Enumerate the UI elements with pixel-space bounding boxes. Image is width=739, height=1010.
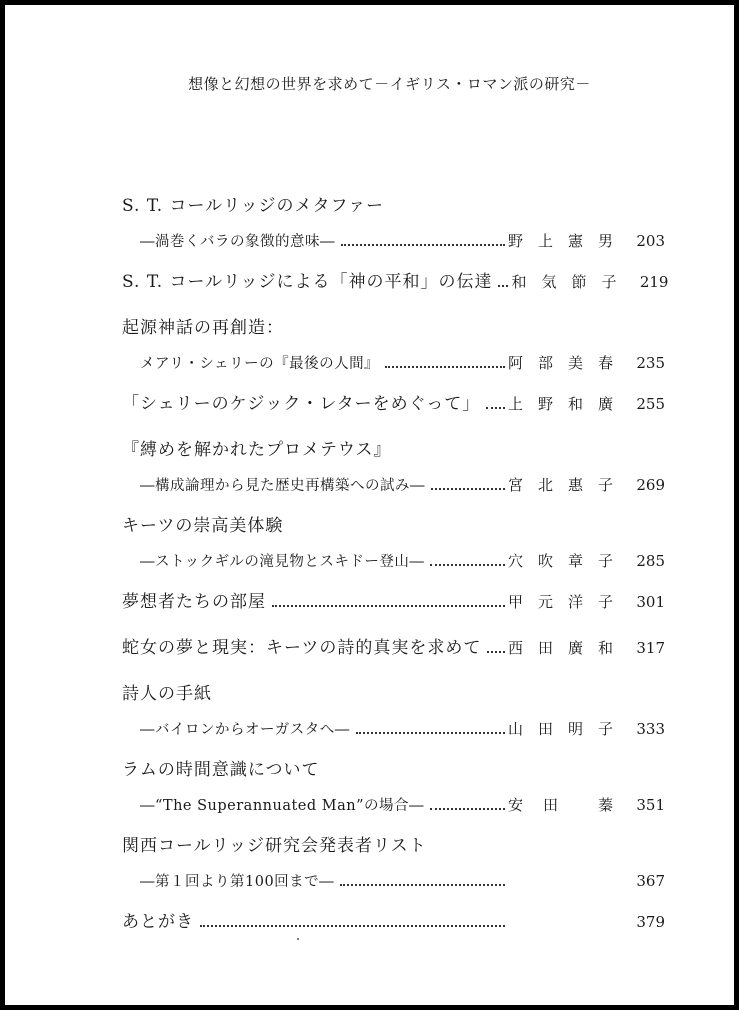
entry-subtitle: ―“The Superannuated Man”の場合― bbox=[140, 798, 425, 814]
entry-title: 夢想者たちの部屋 bbox=[122, 592, 266, 612]
entry-author: 野 上 憲 男 bbox=[508, 232, 613, 250]
scan-speck bbox=[297, 938, 299, 940]
entry-author: 西 田 廣 和 bbox=[508, 639, 613, 657]
entry-title: S. T. コールリッジのメタファー bbox=[122, 196, 385, 216]
dot-leader bbox=[431, 488, 505, 490]
dot-leader bbox=[430, 564, 505, 566]
dot-leader bbox=[340, 884, 505, 886]
entry-row bbox=[122, 389, 665, 414]
dot-leader bbox=[498, 285, 508, 287]
entry-title: S. T. コールリッジによる「神の平和」の伝達 bbox=[122, 272, 493, 292]
entry-page-number: 203 bbox=[636, 232, 665, 250]
entry-row bbox=[122, 267, 669, 292]
toc-entry bbox=[122, 679, 665, 739]
entry-title: 蛇女の夢と現実：キーツの詩的真実を求めて bbox=[122, 638, 482, 658]
entry-subtitle: ―第１回より第100回まで― bbox=[140, 874, 335, 890]
entry-title: あとがき bbox=[122, 912, 194, 932]
entry-row bbox=[122, 907, 665, 932]
toc-entry bbox=[122, 831, 665, 891]
entry-page-number: 219 bbox=[639, 273, 669, 291]
entry-subtitle: ―渦巻くバラの象徴的意味― bbox=[140, 234, 335, 250]
entry-page-number: 351 bbox=[636, 796, 665, 814]
entry-page-number: 379 bbox=[636, 913, 665, 931]
entry-author: 和 気 節 子 bbox=[511, 273, 617, 291]
entry-row bbox=[122, 550, 665, 571]
entry-title: 「シェリーのケジック・レターをめぐって」 bbox=[122, 394, 481, 414]
entry-author: 穴 吹 章 子 bbox=[508, 552, 613, 570]
toc-entry bbox=[122, 313, 665, 373]
entry-title: キーツの崇高美体験 bbox=[122, 516, 284, 536]
entry-row bbox=[122, 474, 665, 495]
entry-author: 山 田 明 子 bbox=[508, 720, 613, 738]
entry-row bbox=[122, 718, 665, 739]
entry-author: 甲 元 洋 子 bbox=[508, 593, 613, 611]
entry-page-number: 255 bbox=[636, 395, 665, 413]
entry-row bbox=[122, 352, 665, 373]
entry-author: 安 田 蓁 bbox=[508, 796, 613, 814]
entry-subtitle: メアリ・シェリーの『最後の人間』 bbox=[140, 356, 380, 372]
toc-entry bbox=[122, 267, 669, 292]
entry-title: 『縛めを解かれたプロメテウス』 bbox=[122, 440, 392, 460]
entry-page-number: 269 bbox=[636, 476, 665, 494]
toc-entry bbox=[122, 435, 665, 495]
toc-entry bbox=[122, 191, 665, 251]
dot-leader bbox=[430, 808, 505, 810]
entry-row bbox=[122, 794, 665, 815]
entry-subtitle: ―構成論理から見た歴史再構築への試み― bbox=[140, 478, 425, 494]
entry-page-number: 235 bbox=[636, 354, 665, 372]
entry-page-number: 317 bbox=[636, 639, 665, 657]
dot-leader bbox=[385, 366, 505, 368]
entry-page-number: 333 bbox=[636, 720, 665, 738]
entry-page-number: 301 bbox=[636, 593, 665, 611]
entry-row bbox=[122, 633, 665, 658]
toc-entry bbox=[122, 511, 665, 571]
entry-subtitle: ―バイロンからオーガスタへ― bbox=[140, 722, 350, 738]
toc-entry bbox=[122, 633, 665, 658]
entry-title: 関西コールリッジ研究会発表者リスト bbox=[122, 836, 427, 856]
toc-entry bbox=[122, 389, 665, 414]
entry-title: 起源神話の再創造： bbox=[122, 318, 284, 338]
entry-page-number: 367 bbox=[636, 872, 665, 890]
entry-row bbox=[122, 230, 665, 251]
dot-leader bbox=[200, 925, 505, 927]
dot-leader bbox=[341, 244, 505, 246]
dot-leader bbox=[486, 407, 505, 409]
entry-page-number: 285 bbox=[636, 552, 665, 570]
entry-title: ラムの時間意識について bbox=[122, 760, 320, 780]
running-header: 想像と幻想の世界を求めて－イギリス・ロマン派の研究－ bbox=[188, 75, 591, 93]
entry-author: 阿 部 美 春 bbox=[508, 354, 613, 372]
toc-entry bbox=[122, 907, 665, 932]
toc-entry bbox=[122, 755, 665, 815]
entry-author: 宮 北 惠 子 bbox=[508, 476, 613, 494]
entry-title: 詩人の手紙 bbox=[122, 684, 212, 704]
entry-row bbox=[122, 587, 665, 612]
entry-row bbox=[122, 870, 665, 891]
entry-author: 上 野 和 廣 bbox=[508, 395, 613, 413]
dot-leader bbox=[356, 732, 505, 734]
entry-subtitle: ―ストックギルの滝見物とスキドー登山― bbox=[140, 554, 425, 570]
toc-entry bbox=[122, 587, 665, 612]
dot-leader bbox=[272, 605, 505, 607]
dot-leader bbox=[487, 651, 505, 653]
